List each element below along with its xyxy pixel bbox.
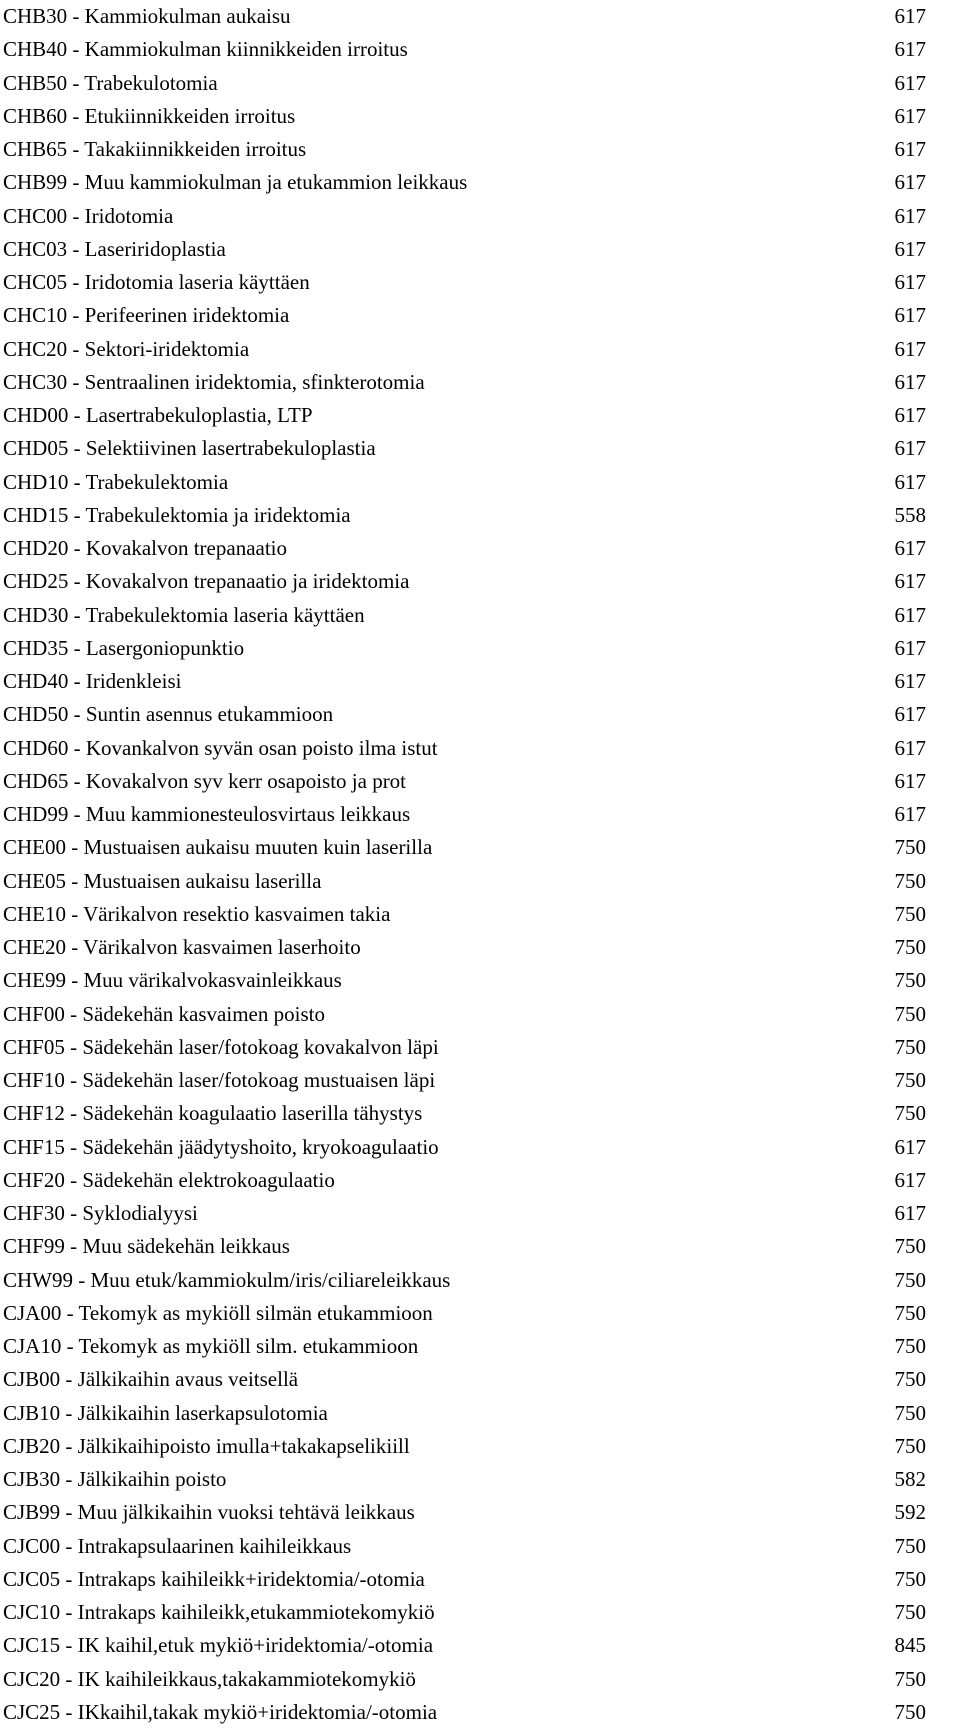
list-item [0, 831, 960, 864]
procedure-value: 617 [894, 735, 926, 760]
procedure-label: CHC30 - Sentraalinen iridektomia, sfinkterotomia [3, 369, 425, 394]
procedure-label: CHE20 - Värikalvon kasvaimen laserhoito [3, 935, 361, 959]
procedure-label: CHB99 - Muu kammiokulman ja etukammion leikkaus [3, 170, 468, 195]
list-item [0, 765, 960, 798]
procedure-label: CHD99 - Muu kammionesteulosvirtaus leikkaus [3, 802, 411, 826]
procedure-label: CHD50 - Suntin asennus etukammioon [3, 702, 334, 727]
procedure-value: 617 [894, 569, 926, 594]
procedure-value: 750 [894, 835, 926, 860]
procedure-value: 617 [894, 236, 926, 261]
procedure-value: 617 [894, 1134, 926, 1159]
procedure-label: CHB60 - Etukiinnikkeiden irroitus [3, 103, 296, 128]
procedure-label: CHD35 - Lasergoniopunktio [3, 635, 245, 660]
procedure-label: CHD60 - Kovankalvon syvän osan poisto ilma istut [3, 735, 438, 760]
procedure-value: 750 [894, 935, 926, 959]
procedure-value: 617 [894, 469, 926, 494]
procedure-value: 750 [894, 1267, 926, 1292]
procedure-value: 617 [894, 1167, 926, 1192]
procedure-value: 750 [894, 1400, 926, 1425]
procedure-value: 750 [894, 1300, 926, 1325]
list-item [0, 898, 960, 931]
procedure-value: 750 [894, 868, 926, 893]
procedure-label: CHE99 - Muu värikalvokasvainleikkaus [3, 968, 342, 993]
list-item [0, 0, 960, 33]
procedure-value: 617 [894, 669, 926, 693]
procedure-value: 750 [894, 1234, 926, 1259]
list-item [0, 998, 960, 1031]
procedure-label: CHF99 - Muu sädekehän leikkaus [3, 1234, 290, 1259]
procedure-label: CJA10 - Tekomyk as mykiöll silm. etukammioon [3, 1334, 419, 1358]
procedure-label: CJC15 - IK kaihil,etuk mykiö+iridektomia/-otomia [3, 1633, 434, 1658]
procedure-label: CHC10 - Perifeerinen iridektomia [3, 303, 290, 328]
list-item [0, 1131, 960, 1164]
procedure-value: 750 [894, 1699, 926, 1724]
procedure-label: CJB20 - Jälkikaihipoisto imulla+takakapselikiill [3, 1433, 410, 1458]
procedure-value: 750 [894, 1600, 926, 1624]
list-item [0, 33, 960, 66]
list-item [0, 1463, 960, 1496]
procedure-value: 750 [894, 1666, 926, 1691]
procedure-value: 617 [894, 203, 926, 228]
list-item [0, 1397, 960, 1430]
procedure-label: CHD40 - Iridenkleisi [3, 669, 182, 693]
list-item [0, 1363, 960, 1396]
procedure-value: 617 [894, 369, 926, 394]
procedure-value: 750 [894, 1433, 926, 1458]
procedure-label: CHE10 - Värikalvon resektio kasvaimen takia [3, 901, 391, 926]
list-item [0, 1064, 960, 1097]
list-item [0, 1496, 960, 1529]
list-item [0, 67, 960, 100]
list-item [0, 1097, 960, 1130]
list-item [0, 1663, 960, 1696]
procedure-value: 617 [894, 702, 926, 727]
list-item [0, 333, 960, 366]
procedure-value: 750 [894, 1334, 926, 1358]
list-item [0, 1297, 960, 1330]
list-item [0, 399, 960, 432]
list-item [0, 964, 960, 997]
procedure-label: CHC05 - Iridotomia laseria käyttäen [3, 270, 310, 294]
procedure-label: CHB50 - Trabekulotomia [3, 70, 218, 95]
procedure-label: CJB10 - Jälkikaihin laserkapsulotomia [3, 1400, 328, 1425]
list-item [0, 599, 960, 632]
procedure-value: 750 [894, 1566, 926, 1591]
list-item [0, 698, 960, 731]
procedure-label: CHD20 - Kovakalvon trepanaatio [3, 536, 288, 560]
list-item [0, 1629, 960, 1662]
list-item [0, 1164, 960, 1197]
procedure-label: CJA00 - Tekomyk as mykiöll silmän etukammioon [3, 1300, 433, 1325]
list-item [0, 1031, 960, 1064]
procedure-value: 750 [894, 968, 926, 993]
procedure-label: CHD10 - Trabekulektomia [3, 469, 229, 494]
procedure-label: CHC03 - Laseriridoplastia [3, 236, 226, 261]
procedure-label: CJC25 - IKkaihil,takak mykiö+iridektomia/-otomia [3, 1699, 438, 1724]
procedure-label: CHD05 - Selektiivinen lasertrabekuloplastia [3, 436, 376, 461]
procedure-label: CHB65 - Takakiinnikkeiden irroitus [3, 137, 307, 161]
procedure-label: CHF20 - Sädekehän elektrokoagulaatio [3, 1167, 335, 1192]
procedure-value: 617 [894, 768, 926, 793]
procedure-label: CJB00 - Jälkikaihin avaus veitsellä [3, 1367, 299, 1392]
procedure-value: 617 [894, 1201, 926, 1225]
list-item [0, 565, 960, 598]
procedure-label: CHW99 - Muu etuk/kammiokulm/iris/ciliareleikkaus [3, 1267, 451, 1292]
procedure-label: CJC00 - Intrakapsulaarinen kaihileikkaus [3, 1533, 352, 1558]
procedure-label: CHE05 - Mustuaisen aukaisu laserilla [3, 868, 322, 893]
list-item [0, 1230, 960, 1263]
list-item [0, 100, 960, 133]
list-item [0, 200, 960, 233]
procedure-label: CJC10 - Intrakaps kaihileikk,etukammiotekomykiö [3, 1600, 435, 1624]
list-item [0, 1596, 960, 1629]
list-item [0, 532, 960, 565]
list-item [0, 632, 960, 665]
procedure-value: 592 [894, 1500, 926, 1525]
procedure-label: CHF00 - Sädekehän kasvaimen poisto [3, 1001, 325, 1026]
list-item [0, 499, 960, 532]
procedure-value: 617 [894, 602, 926, 627]
procedure-label: CJB30 - Jälkikaihin poisto [3, 1467, 227, 1491]
list-item [0, 133, 960, 166]
procedure-value: 750 [894, 1034, 926, 1059]
procedure-label: CHC20 - Sektori-iridektomia [3, 336, 250, 361]
procedure-value: 750 [894, 1068, 926, 1092]
procedure-label: CHB40 - Kammiokulman kiinnikkeiden irroitus [3, 37, 408, 62]
list-item [0, 1696, 960, 1729]
procedure-value: 617 [894, 170, 926, 195]
procedure-value: 617 [894, 336, 926, 361]
procedure-label: CHD25 - Kovakalvon trepanaatio ja iridektomia [3, 569, 410, 594]
procedure-label: CHD15 - Trabekulektomia ja iridektomia [3, 502, 351, 527]
list-item [0, 166, 960, 199]
list-item [0, 466, 960, 499]
list-item [0, 299, 960, 332]
procedure-value: 617 [894, 403, 926, 427]
procedure-value: 617 [894, 137, 926, 161]
procedure-value: 750 [894, 1533, 926, 1558]
list-item [0, 931, 960, 964]
list-item [0, 1563, 960, 1596]
procedure-label: CHC00 - Iridotomia [3, 203, 174, 228]
procedure-label: CHF05 - Sädekehän laser/fotokoag kovakalvon läpi [3, 1034, 439, 1059]
list-item [0, 665, 960, 698]
list-item [0, 366, 960, 399]
list-item [0, 798, 960, 831]
procedure-value: 582 [894, 1467, 926, 1491]
procedure-value: 617 [894, 270, 926, 294]
list-item [0, 1530, 960, 1563]
procedure-value: 845 [894, 1633, 926, 1658]
procedure-label: CHD00 - Lasertrabekuloplastia, LTP [3, 403, 313, 427]
procedure-label: CHF15 - Sädekehän jäädytyshoito, kryokoagulaatio [3, 1134, 439, 1159]
list-item [0, 1430, 960, 1463]
procedure-value: 617 [894, 37, 926, 62]
procedure-value: 617 [894, 802, 926, 826]
procedure-label: CHD30 - Trabekulektomia laseria käyttäen [3, 602, 365, 627]
procedure-label: CHD65 - Kovakalvon syv kerr osapoisto ja prot [3, 768, 407, 793]
procedure-value: 617 [894, 70, 926, 95]
procedure-value: 750 [894, 1367, 926, 1392]
procedure-value: 617 [894, 103, 926, 128]
procedure-value: 617 [894, 536, 926, 560]
procedure-value: 617 [894, 303, 926, 328]
procedure-value: 750 [894, 901, 926, 926]
list-item [0, 865, 960, 898]
procedure-label: CJC05 - Intrakaps kaihileikk+iridektomia/-otomia [3, 1566, 425, 1591]
list-item [0, 266, 960, 299]
procedure-label: CJC20 - IK kaihileikkaus,takakammiotekomykiö [3, 1666, 416, 1691]
list-item [0, 233, 960, 266]
procedure-value: 558 [894, 502, 926, 527]
procedure-value: 617 [894, 436, 926, 461]
procedure-label: CJB99 - Muu jälkikaihin vuoksi tehtävä leikkaus [3, 1500, 415, 1525]
list-item [0, 1197, 960, 1230]
procedure-label: CHF12 - Sädekehän koagulaatio laserilla tähystys [3, 1101, 423, 1126]
list-item [0, 732, 960, 765]
procedure-value: 617 [894, 4, 926, 28]
procedure-label: CHF30 - Syklodialyysi [3, 1201, 198, 1225]
list-item [0, 1330, 960, 1363]
procedure-label: CHE00 - Mustuaisen aukaisu muuten kuin laserilla [3, 835, 433, 860]
procedure-value: 750 [894, 1101, 926, 1126]
list-item [0, 432, 960, 465]
list-item [0, 1264, 960, 1297]
procedure-label: CHF10 - Sädekehän laser/fotokoag mustuaisen läpi [3, 1068, 436, 1092]
procedure-label: CHB30 - Kammiokulman aukaisu [3, 4, 291, 28]
procedure-value: 750 [894, 1001, 926, 1026]
procedure-value: 617 [894, 635, 926, 660]
